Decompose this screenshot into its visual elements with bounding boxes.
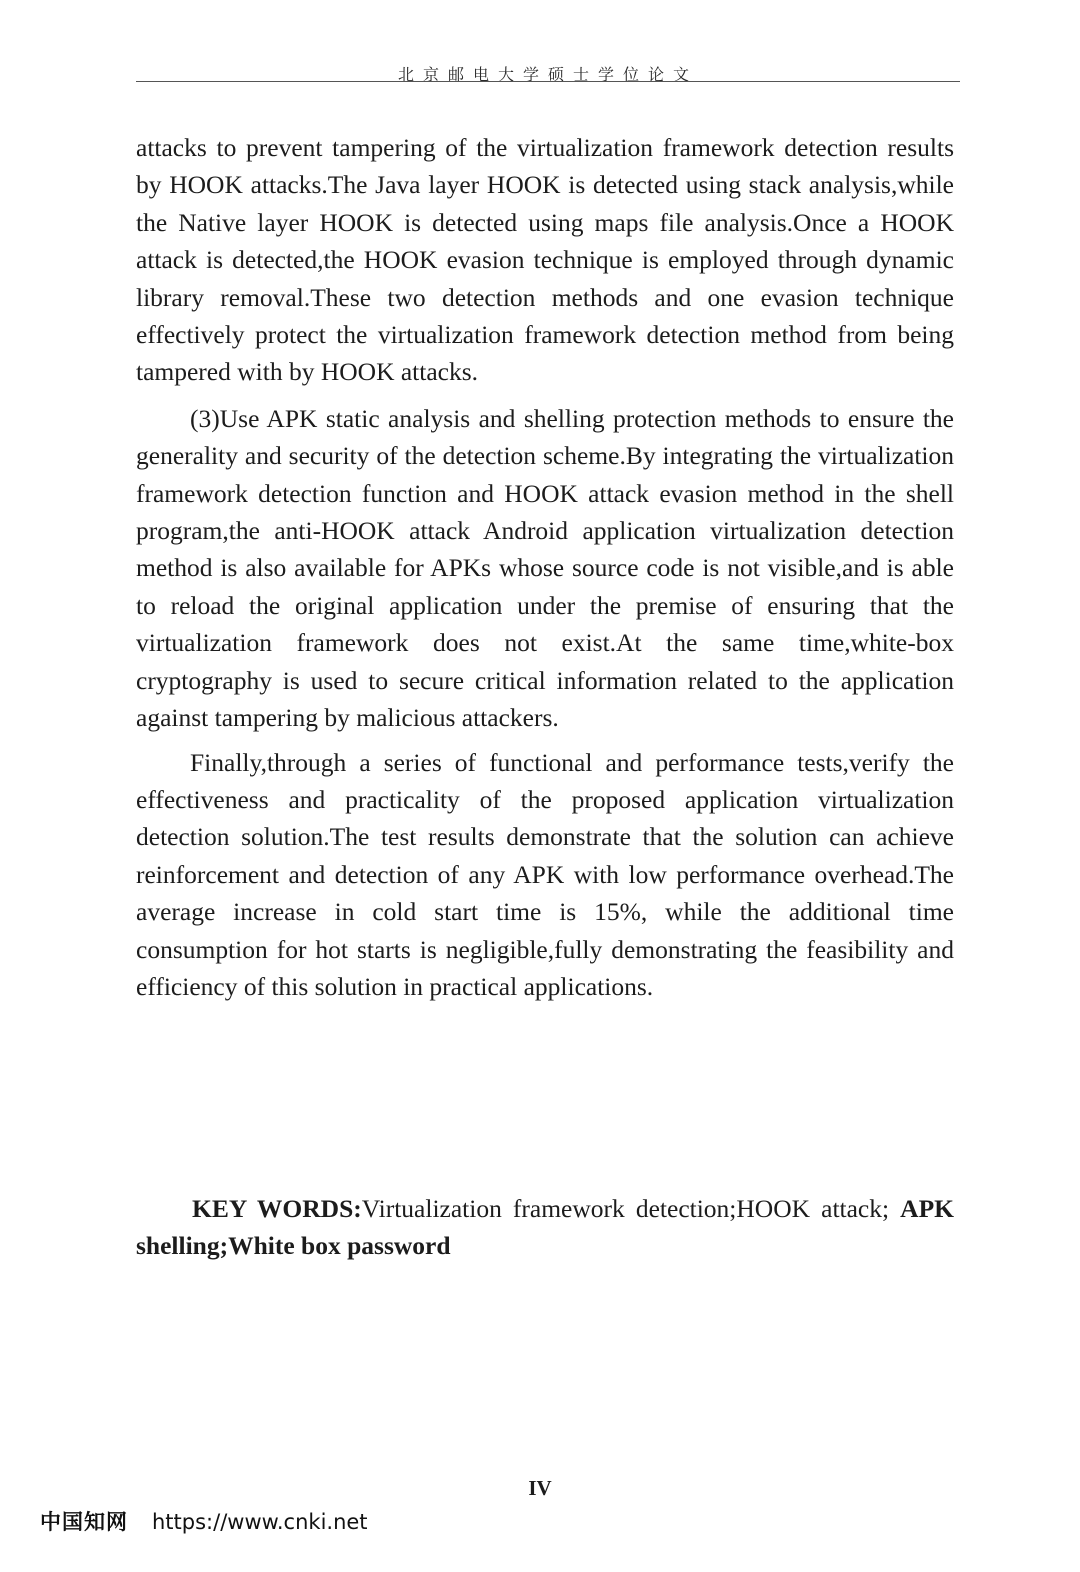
abstract-body — [136, 129, 954, 1005]
paragraph-hook-protection: attacks to prevent tampering of the virtualization framework detection results by HOOK attacks.The Java layer HOOK is detected using stack analysis,while the Native layer HOOK is detected using maps file analysis.Once a HOOK attack is detected,the HOOK evasion technique is employed through dynamic library removal.These two detection methods and one evasion technique effectively protect the virtualization framework detection method from being tampered with by HOOK attacks. — [136, 133, 954, 387]
keywords-bold: APK shelling;White box password — [136, 1194, 954, 1261]
paragraph-performance-tests: Finally,through a series of functional and performance tests,verify the effectiveness and practicality of the proposed application virtualization detection solution.The test results demonstrate that the solution can achieve reinforcement and detection of any APK with low performance overhead.The average increase in cold start time is 15%, while the additional time consumption for hot starts is negligible,fully demonstrating the feasibility and efficiency of this solution in practical applications. — [136, 747, 954, 1001]
cnki-watermark — [40, 1506, 368, 1536]
page-number: IV — [528, 1476, 552, 1500]
paragraph-apk-shelling: (3)Use APK static analysis and shelling protection methods to ensure the generality and security of the detection scheme.By integrating the virtualization framework detection function and HOOK attack evasion method in the shell program,the anti-HOOK attack Android application virtualization detection method is also available for APKs whose source code is not visible,and is able to reload the original application under the premise of ensuring that the virtualization framework does not exist.At the same time,white-box cryptography is used to secure critical information related to the application against tampering by malicious attackers. — [136, 403, 954, 733]
header-rule — [136, 81, 960, 82]
keywords-regular: Virtualization framework detection;HOOK attack; — [361, 1194, 890, 1223]
keywords-section — [136, 1190, 954, 1265]
page-header: 北京邮电大学硕士学位论文 — [397, 65, 698, 84]
keywords-label: KEY WORDS: — [192, 1194, 362, 1223]
cnki-url[interactable]: https://www.cnki.net — [152, 1510, 368, 1534]
cnki-logo: 中国知网 — [40, 1510, 128, 1534]
